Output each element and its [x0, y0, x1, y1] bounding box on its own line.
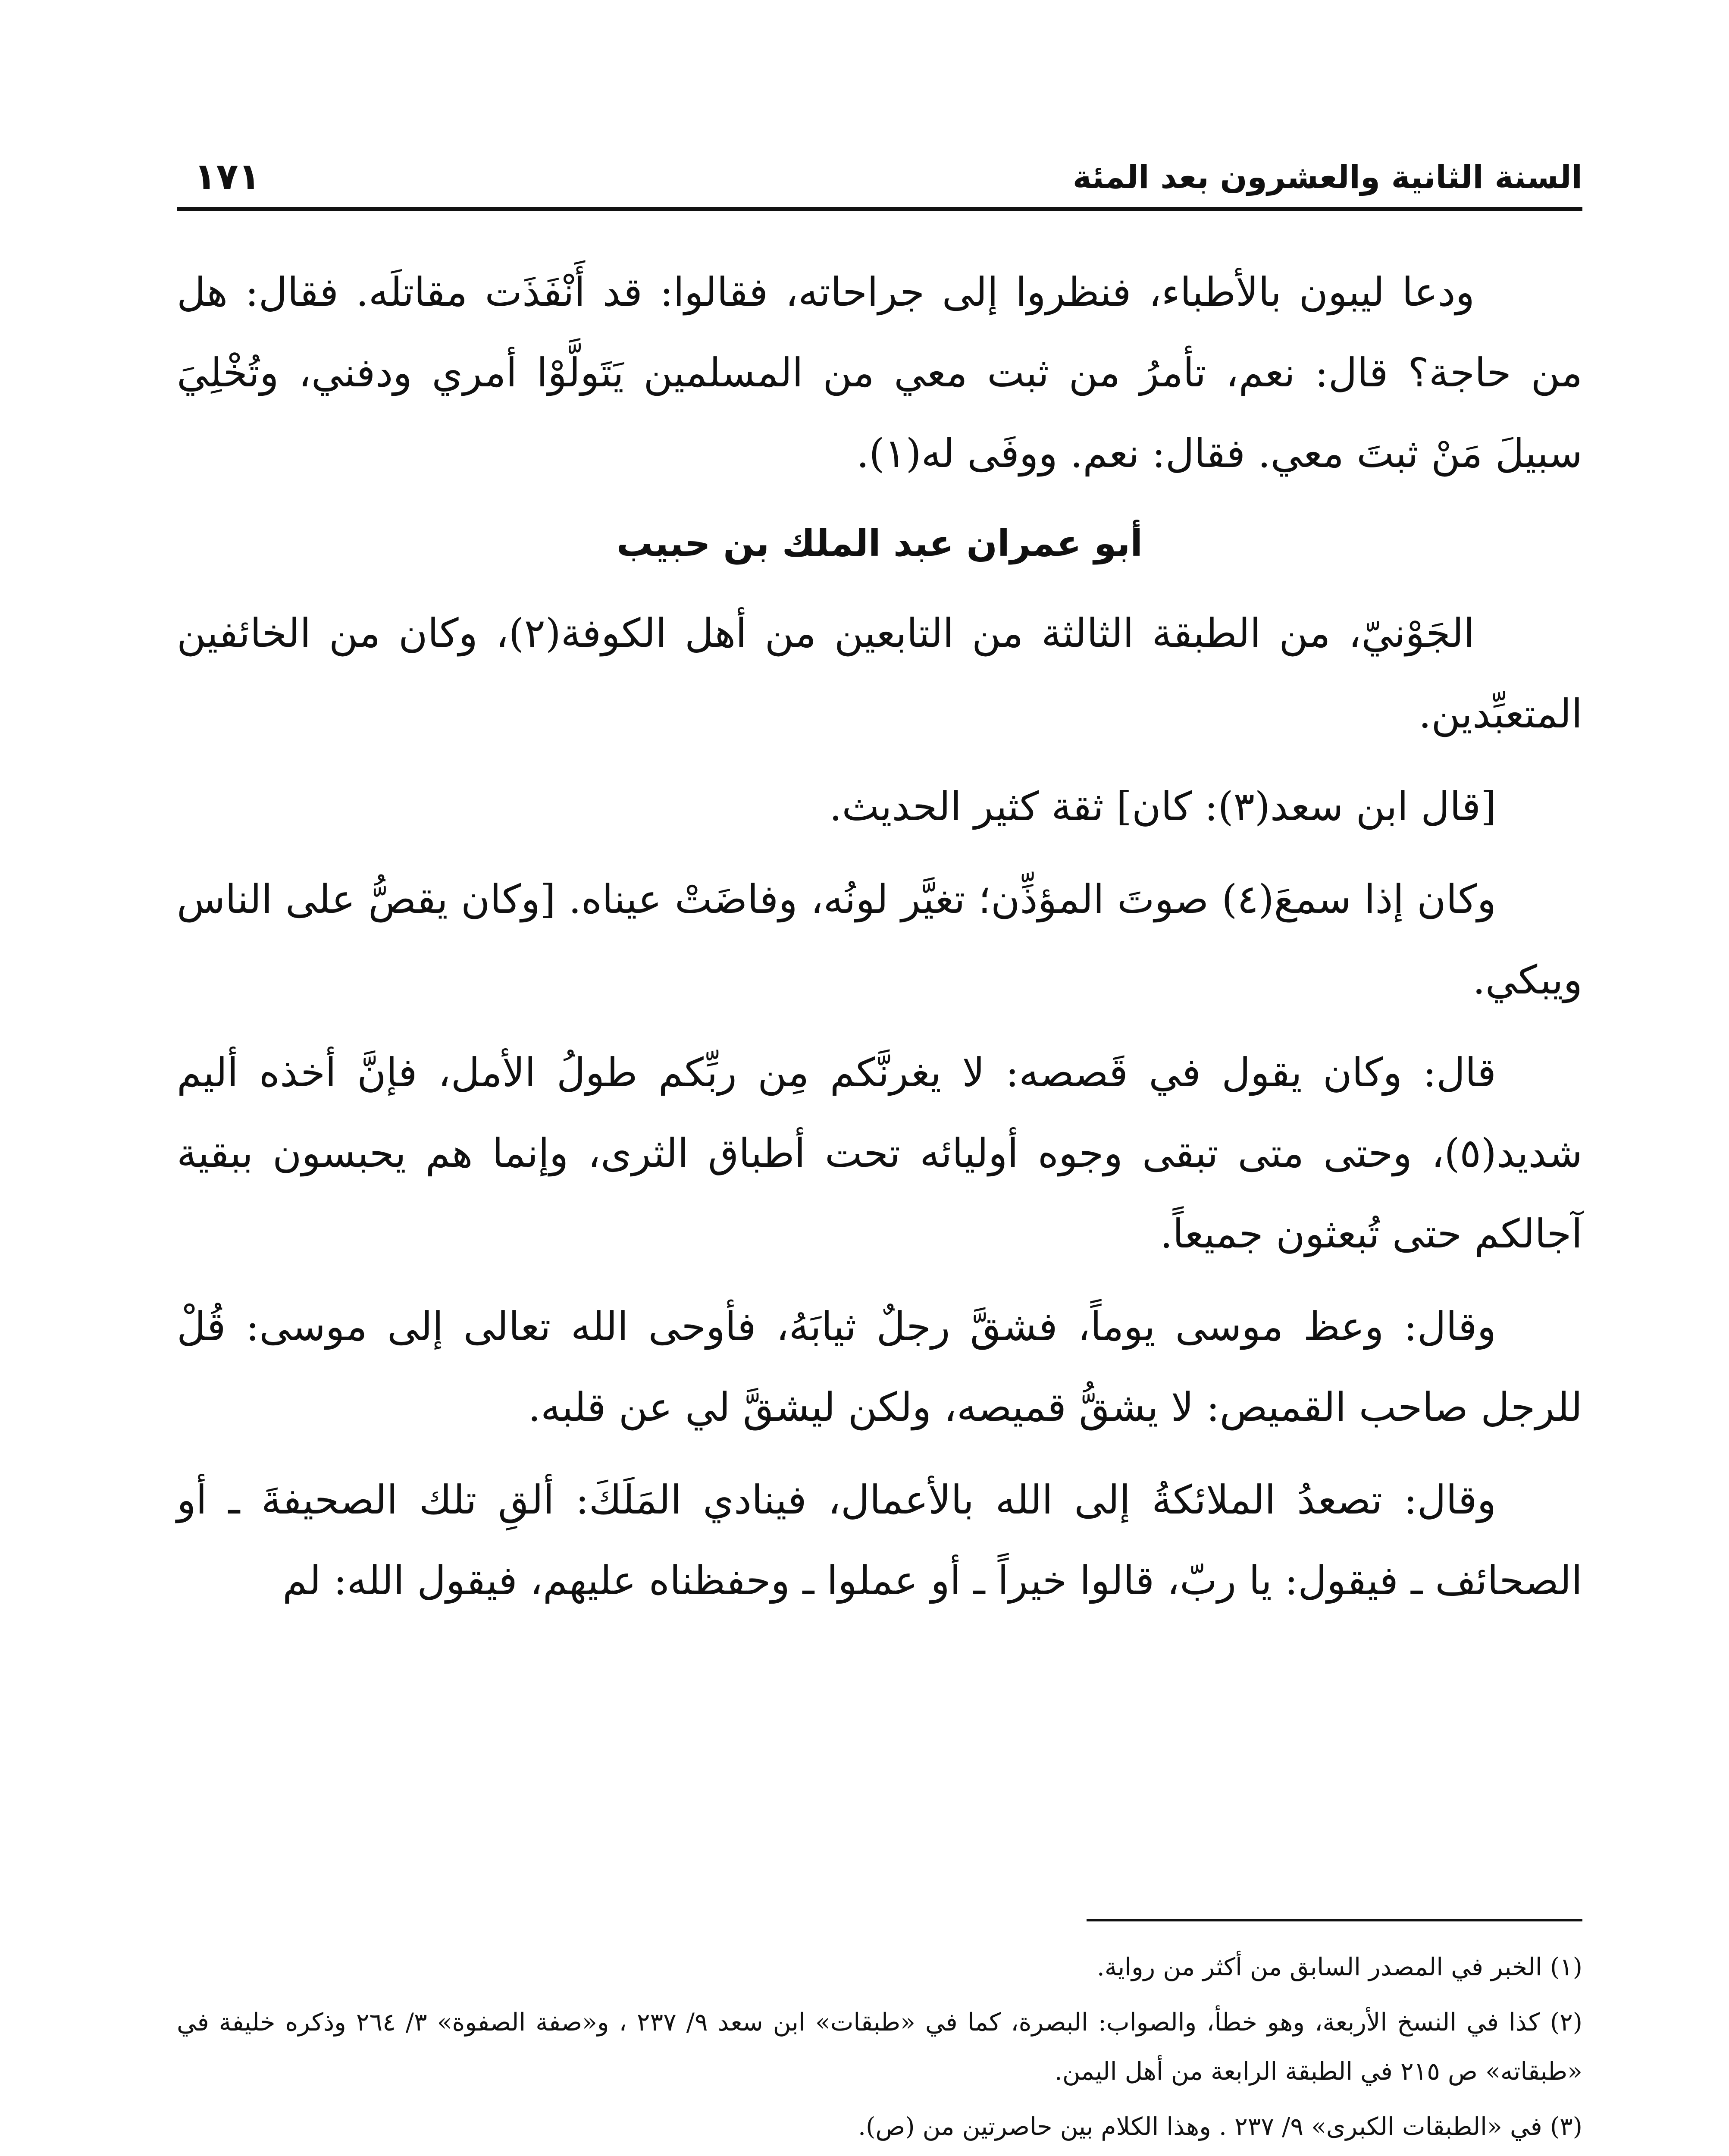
footnote-1: (١) الخبر في المصدر السابق من أكثر من رواية.	[1096, 1953, 1582, 1981]
footnotes	[177, 1943, 1582, 2156]
paragraph-1: ودعا ليبون بالأطباء، فنظروا إلى جراحاته، فقالوا: قد أَنْفَذَت مقاتلَه. فقال: هل من حاجة؟ قال: نعم، تأمرُ من ثبت معي من المسلمين يَتَولَّوْا أمري ودفني، وتُخْلِيَ سبيلَ مَنْ ثبتَ معي. فقال: نعم. ووفَى له(١).	[177, 269, 1582, 476]
paragraph-4: وكان إذا سمعَ(٤) صوتَ المؤذِّن؛ تغيَّر لونُه، وفاضَتْ عيناه. [وكان يقصُّ على الناس ويبكي.	[177, 876, 1582, 1003]
paragraph-6: وقال: وعظ موسى يوماً، فشقَّ رجلٌ ثيابَهُ، فأوحى الله تعالى إلى موسى: قُلْ للرجل صاحب القميص: لا يشقُّ قميصه، ولكن ليشقَّ لي عن قلبه.	[177, 1304, 1582, 1430]
footnote-separator	[1087, 1919, 1582, 1921]
page-header	[177, 142, 1582, 211]
page-number: ١٧١	[194, 155, 260, 197]
section-heading: أبو عمران عبد الملك بن حبيب	[616, 522, 1143, 564]
paragraph-2: الجَوْنيّ، من الطبقة الثالثة من التابعين من أهل الكوفة(٢)، وكان من الخائفين المتعبِّدين.	[177, 610, 1582, 737]
main-text	[177, 252, 1582, 1621]
book-page	[177, 142, 1582, 2156]
paragraph-7: وقال: تصعدُ الملائكةُ إلى الله بالأعمال، فينادي المَلَكَ: ألقِ تلك الصحيفةَ ـ أو الصحائف ـ فيقول: يا ربّ، قالوا خيراً ـ أو عملوا ـ وحفظناه عليهم، فيقول الله: لم	[177, 1477, 1582, 1604]
footnote-2: (٢) كذا في النسخ الأربعة، وهو خطأ، والصواب: البصرة، كما في «طبقات» ابن سعد ٩/ ٢٣٧ ، و«صفة الصفوة» ٣/ ٢٦٤ وذكره خليفة في «طبقاته» ص ٢١٥ في الطبقة الرابعة من أهل اليمن.	[177, 2008, 1583, 2086]
footnote-3: (٣) في «الطبقات الكبرى» ٩/ ٢٣٧ . وهذا الكلام بين حاصرتين من (ص).	[858, 2112, 1582, 2141]
paragraph-3: [قال ابن سعد(٣): كان] ثقة كثير الحديث.	[829, 783, 1496, 830]
running-title: السنة الثانية والعشرون بعد المئة	[1072, 159, 1582, 196]
paragraph-5: قال: وكان يقول في قَصصه: لا يغرنَّكم مِن ربِّكم طولُ الأمل، فإنَّ أخذه أليم شديد(٥)، وحتى متى تبقى وجوه أوليائه تحت أطباق الثرى، وإنما هم يحبسون ببقية آجالكم حتى تُبعثون جميعاً.	[177, 1050, 1582, 1257]
